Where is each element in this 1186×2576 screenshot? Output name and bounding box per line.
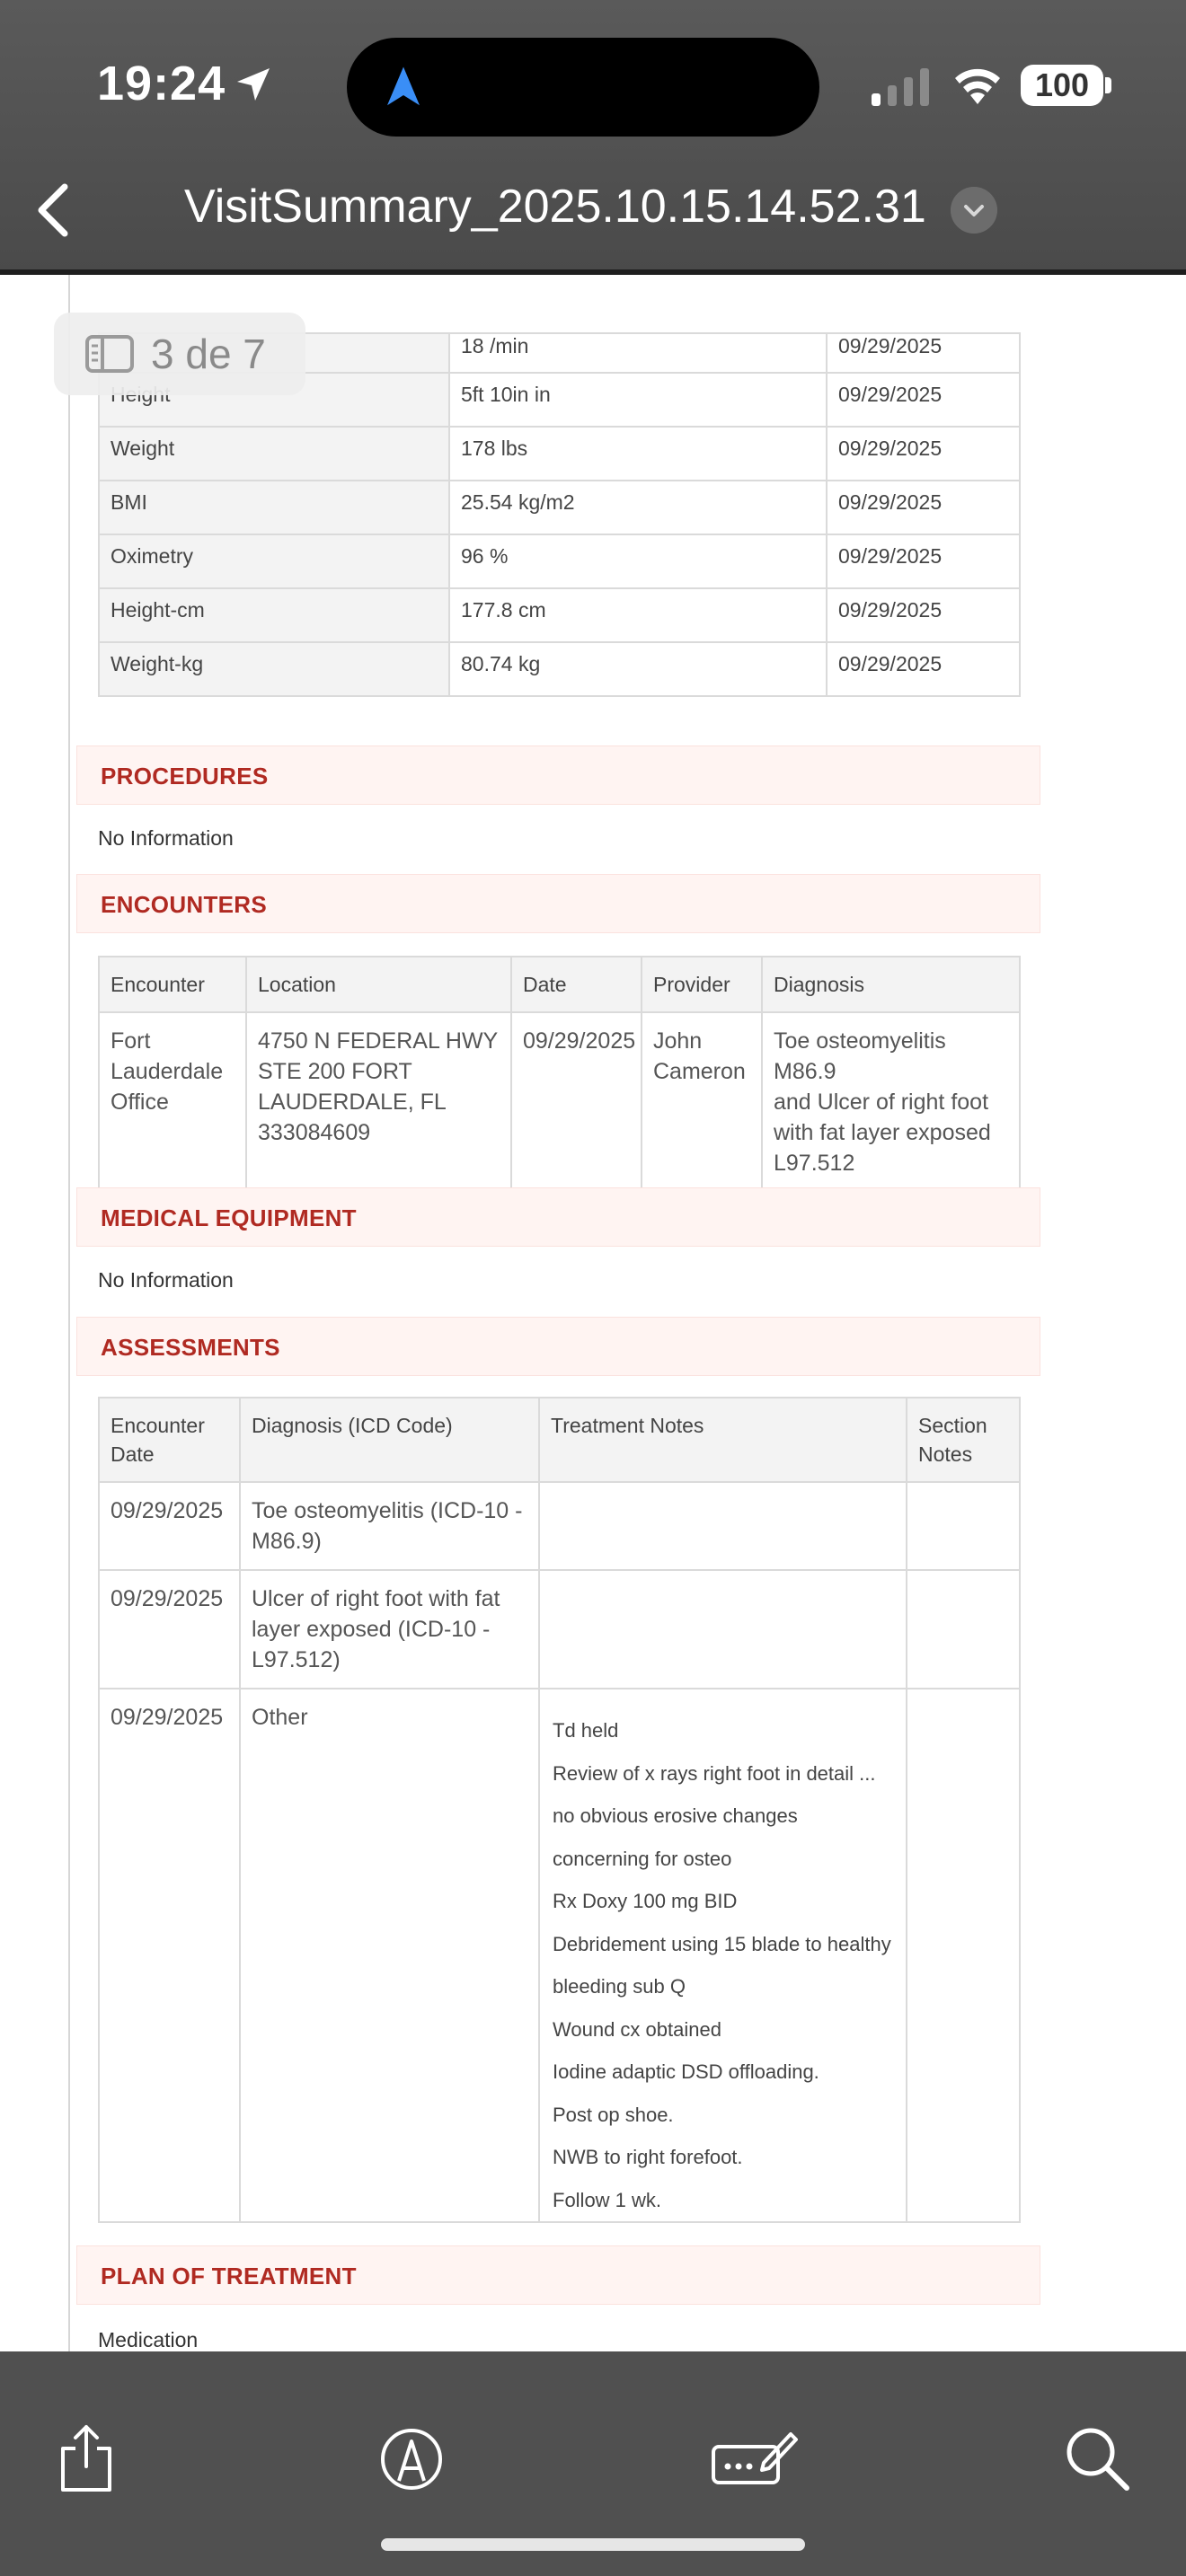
vital-date: 09/29/2025 xyxy=(827,427,1020,481)
back-chevron-icon[interactable] xyxy=(27,176,81,244)
cell-line: and Ulcer of right foot xyxy=(774,1090,989,1115)
cell-line: bleeding sub Q xyxy=(553,1975,686,1998)
vital-label: Weight xyxy=(99,427,449,481)
section-procedures xyxy=(76,745,1040,805)
vitals-row xyxy=(99,427,1020,481)
column-header xyxy=(907,1398,1020,1482)
cell-line: NWB to right forefoot. xyxy=(553,2146,743,2168)
form-fill-icon[interactable] xyxy=(710,2422,800,2493)
encounters-table xyxy=(98,956,1021,1193)
vitals-row xyxy=(99,481,1020,534)
vital-value: 178 lbs xyxy=(449,427,827,481)
cell-line: Office xyxy=(111,1090,169,1115)
vital-value: 96 % xyxy=(449,534,827,588)
cell-line: Fort xyxy=(111,1028,151,1054)
medication-subheading: Medication xyxy=(98,2328,199,2351)
section-heading: ENCOUNTERS xyxy=(101,891,268,918)
cell-line: Toe osteomyelitis M86.9 xyxy=(774,1028,946,1084)
vitals-row xyxy=(99,642,1020,696)
cell-line: Other xyxy=(252,1705,308,1730)
section-plan-of-treatment xyxy=(76,2245,1040,2305)
vital-date: 09/29/2025 xyxy=(827,534,1020,588)
section-notes-cell xyxy=(907,1570,1020,1689)
vital-value: 18 /min xyxy=(449,333,827,373)
table-row xyxy=(99,1570,1020,1689)
vitals-row xyxy=(99,534,1020,588)
cell-line: Encounter xyxy=(111,1414,205,1437)
cell-line: Td held xyxy=(553,1719,619,1742)
section-assessments xyxy=(76,1317,1040,1376)
share-icon[interactable] xyxy=(50,2422,122,2493)
vital-value: 5ft 10in in xyxy=(449,373,827,427)
search-icon[interactable] xyxy=(1060,2422,1132,2493)
wifi-icon xyxy=(951,63,1005,106)
vital-date: 09/29/2025 xyxy=(827,588,1020,642)
vital-value: 25.54 kg/m2 xyxy=(449,481,827,534)
section-heading: ASSESSMENTS xyxy=(101,1334,280,1361)
location-arrow-icon xyxy=(232,63,275,106)
cell-line: Debridement using 15 blade to healthy xyxy=(553,1932,891,1955)
column-header: Location xyxy=(246,957,511,1012)
treatment-notes-cell xyxy=(539,1689,907,2222)
column-header xyxy=(539,1398,907,1482)
cell-line: Rx Doxy 100 mg BID xyxy=(553,1890,738,1912)
vital-label: Weight-kg xyxy=(99,642,449,696)
table-row xyxy=(99,1482,1020,1570)
cellular-signal-icon xyxy=(872,68,931,106)
diagnosis-cell xyxy=(240,1570,539,1689)
column-header xyxy=(99,1398,240,1482)
assessments-table xyxy=(98,1397,1021,2223)
encounter-date-cell: 09/29/2025 xyxy=(99,1689,240,2222)
column-header xyxy=(240,1398,539,1482)
cell-line: John xyxy=(653,1028,703,1054)
cell-line: Follow 1 wk. xyxy=(553,2188,662,2211)
cell-line: L97.512) xyxy=(252,1647,341,1672)
cell-line: L97.512 xyxy=(774,1151,855,1176)
vital-date: 09/29/2025 xyxy=(827,333,1020,373)
home-indicator xyxy=(381,2538,805,2551)
vital-value: 177.8 cm xyxy=(449,588,827,642)
document-page[interactable] xyxy=(0,275,1186,2351)
treatment-notes-cell xyxy=(539,1482,907,1570)
cell-line: Diagnosis (ICD Code) xyxy=(252,1414,453,1437)
section-medical-equipment xyxy=(76,1187,1040,1247)
cell-line: Review of x rays right foot in detail ... xyxy=(553,1761,876,1785)
section-notes-cell xyxy=(907,1689,1020,2222)
column-header: Date xyxy=(511,957,642,1012)
page-indicator xyxy=(54,313,305,395)
chevron-down-icon[interactable] xyxy=(951,187,997,234)
vital-date: 09/29/2025 xyxy=(827,481,1020,534)
cell-line: Ulcer of right foot with fat xyxy=(252,1586,500,1611)
cell-line: Cameron xyxy=(653,1059,746,1084)
vital-label: Oximetry xyxy=(99,534,449,588)
cell-line: M86.9) xyxy=(252,1529,322,1554)
cell-line: Toe osteomyelitis (ICD-10 - xyxy=(252,1498,523,1523)
section-notes-cell xyxy=(907,1482,1020,1570)
treatment-notes-cell xyxy=(539,1570,907,1689)
location-cell xyxy=(246,1012,511,1192)
cell-line: Notes xyxy=(918,1442,973,1466)
provider-cell xyxy=(642,1012,762,1192)
date-cell: 09/29/2025 xyxy=(511,1012,642,1192)
cell-line: Iodine adaptic DSD offloading. xyxy=(553,2060,819,2083)
cell-line: Section xyxy=(918,1414,987,1437)
vital-date: 09/29/2025 xyxy=(827,373,1020,427)
section-encounters xyxy=(76,874,1040,933)
status-time: 19:24 xyxy=(97,57,226,110)
section-heading: PROCEDURES xyxy=(101,763,269,790)
cell-line: STE 200 FORT xyxy=(258,1059,412,1084)
cell-line: layer exposed (ICD-10 - xyxy=(252,1617,491,1642)
cell-line: Date xyxy=(111,1442,155,1466)
vital-label: BMI xyxy=(99,481,449,534)
encounter-cell xyxy=(99,1012,246,1192)
cell-line: Post op shoe. xyxy=(553,2103,674,2126)
diagnosis-cell xyxy=(762,1012,1020,1192)
encounter-date-cell: 09/29/2025 xyxy=(99,1482,240,1570)
cell-line: Wound cx obtained xyxy=(553,2017,721,2041)
medical-equipment-text: No Information xyxy=(98,1268,234,1292)
document-title[interactable]: VisitSummary_2025.10.15.14.52.31 xyxy=(184,181,926,233)
vitals-row xyxy=(99,588,1020,642)
vital-label: Height-cm xyxy=(99,588,449,642)
markup-icon[interactable] xyxy=(376,2422,447,2493)
cell-line: concerning for osteo xyxy=(553,1847,732,1870)
procedures-text: No Information xyxy=(98,826,234,850)
page-left-edge xyxy=(68,275,70,2351)
cell-line: LAUDERDALE, FL xyxy=(258,1090,447,1115)
top-bar xyxy=(0,0,1186,275)
diagnosis-cell xyxy=(240,1482,539,1570)
sidebar-icon xyxy=(84,334,135,374)
section-heading: PLAN OF TREATMENT xyxy=(101,2263,357,2289)
navigation-icon xyxy=(379,63,428,111)
encounter-date-cell: 09/29/2025 xyxy=(99,1570,240,1689)
cell-line: with fat layer exposed xyxy=(774,1120,991,1145)
cell-line: no obvious erosive changes xyxy=(553,1804,798,1827)
page-indicator-text: 3 de 7 xyxy=(151,331,266,377)
vital-date: 09/29/2025 xyxy=(827,642,1020,696)
cell-line: 4750 N FEDERAL HWY xyxy=(258,1028,499,1054)
battery-indicator: 100 xyxy=(1021,65,1103,106)
table-row xyxy=(99,1012,1020,1192)
column-header: Diagnosis xyxy=(762,957,1020,1012)
column-header: Provider xyxy=(642,957,762,1012)
battery-nub xyxy=(1105,77,1111,93)
cell-line: Treatment Notes xyxy=(551,1414,704,1437)
vital-value: 80.74 kg xyxy=(449,642,827,696)
table-row xyxy=(99,1689,1020,2222)
cell-line: Lauderdale xyxy=(111,1059,224,1084)
dynamic-island xyxy=(347,38,819,137)
diagnosis-cell xyxy=(240,1689,539,2222)
cell-line: 333084609 xyxy=(258,1120,371,1145)
section-heading: MEDICAL EQUIPMENT xyxy=(101,1204,357,1231)
column-header: Encounter xyxy=(99,957,246,1012)
